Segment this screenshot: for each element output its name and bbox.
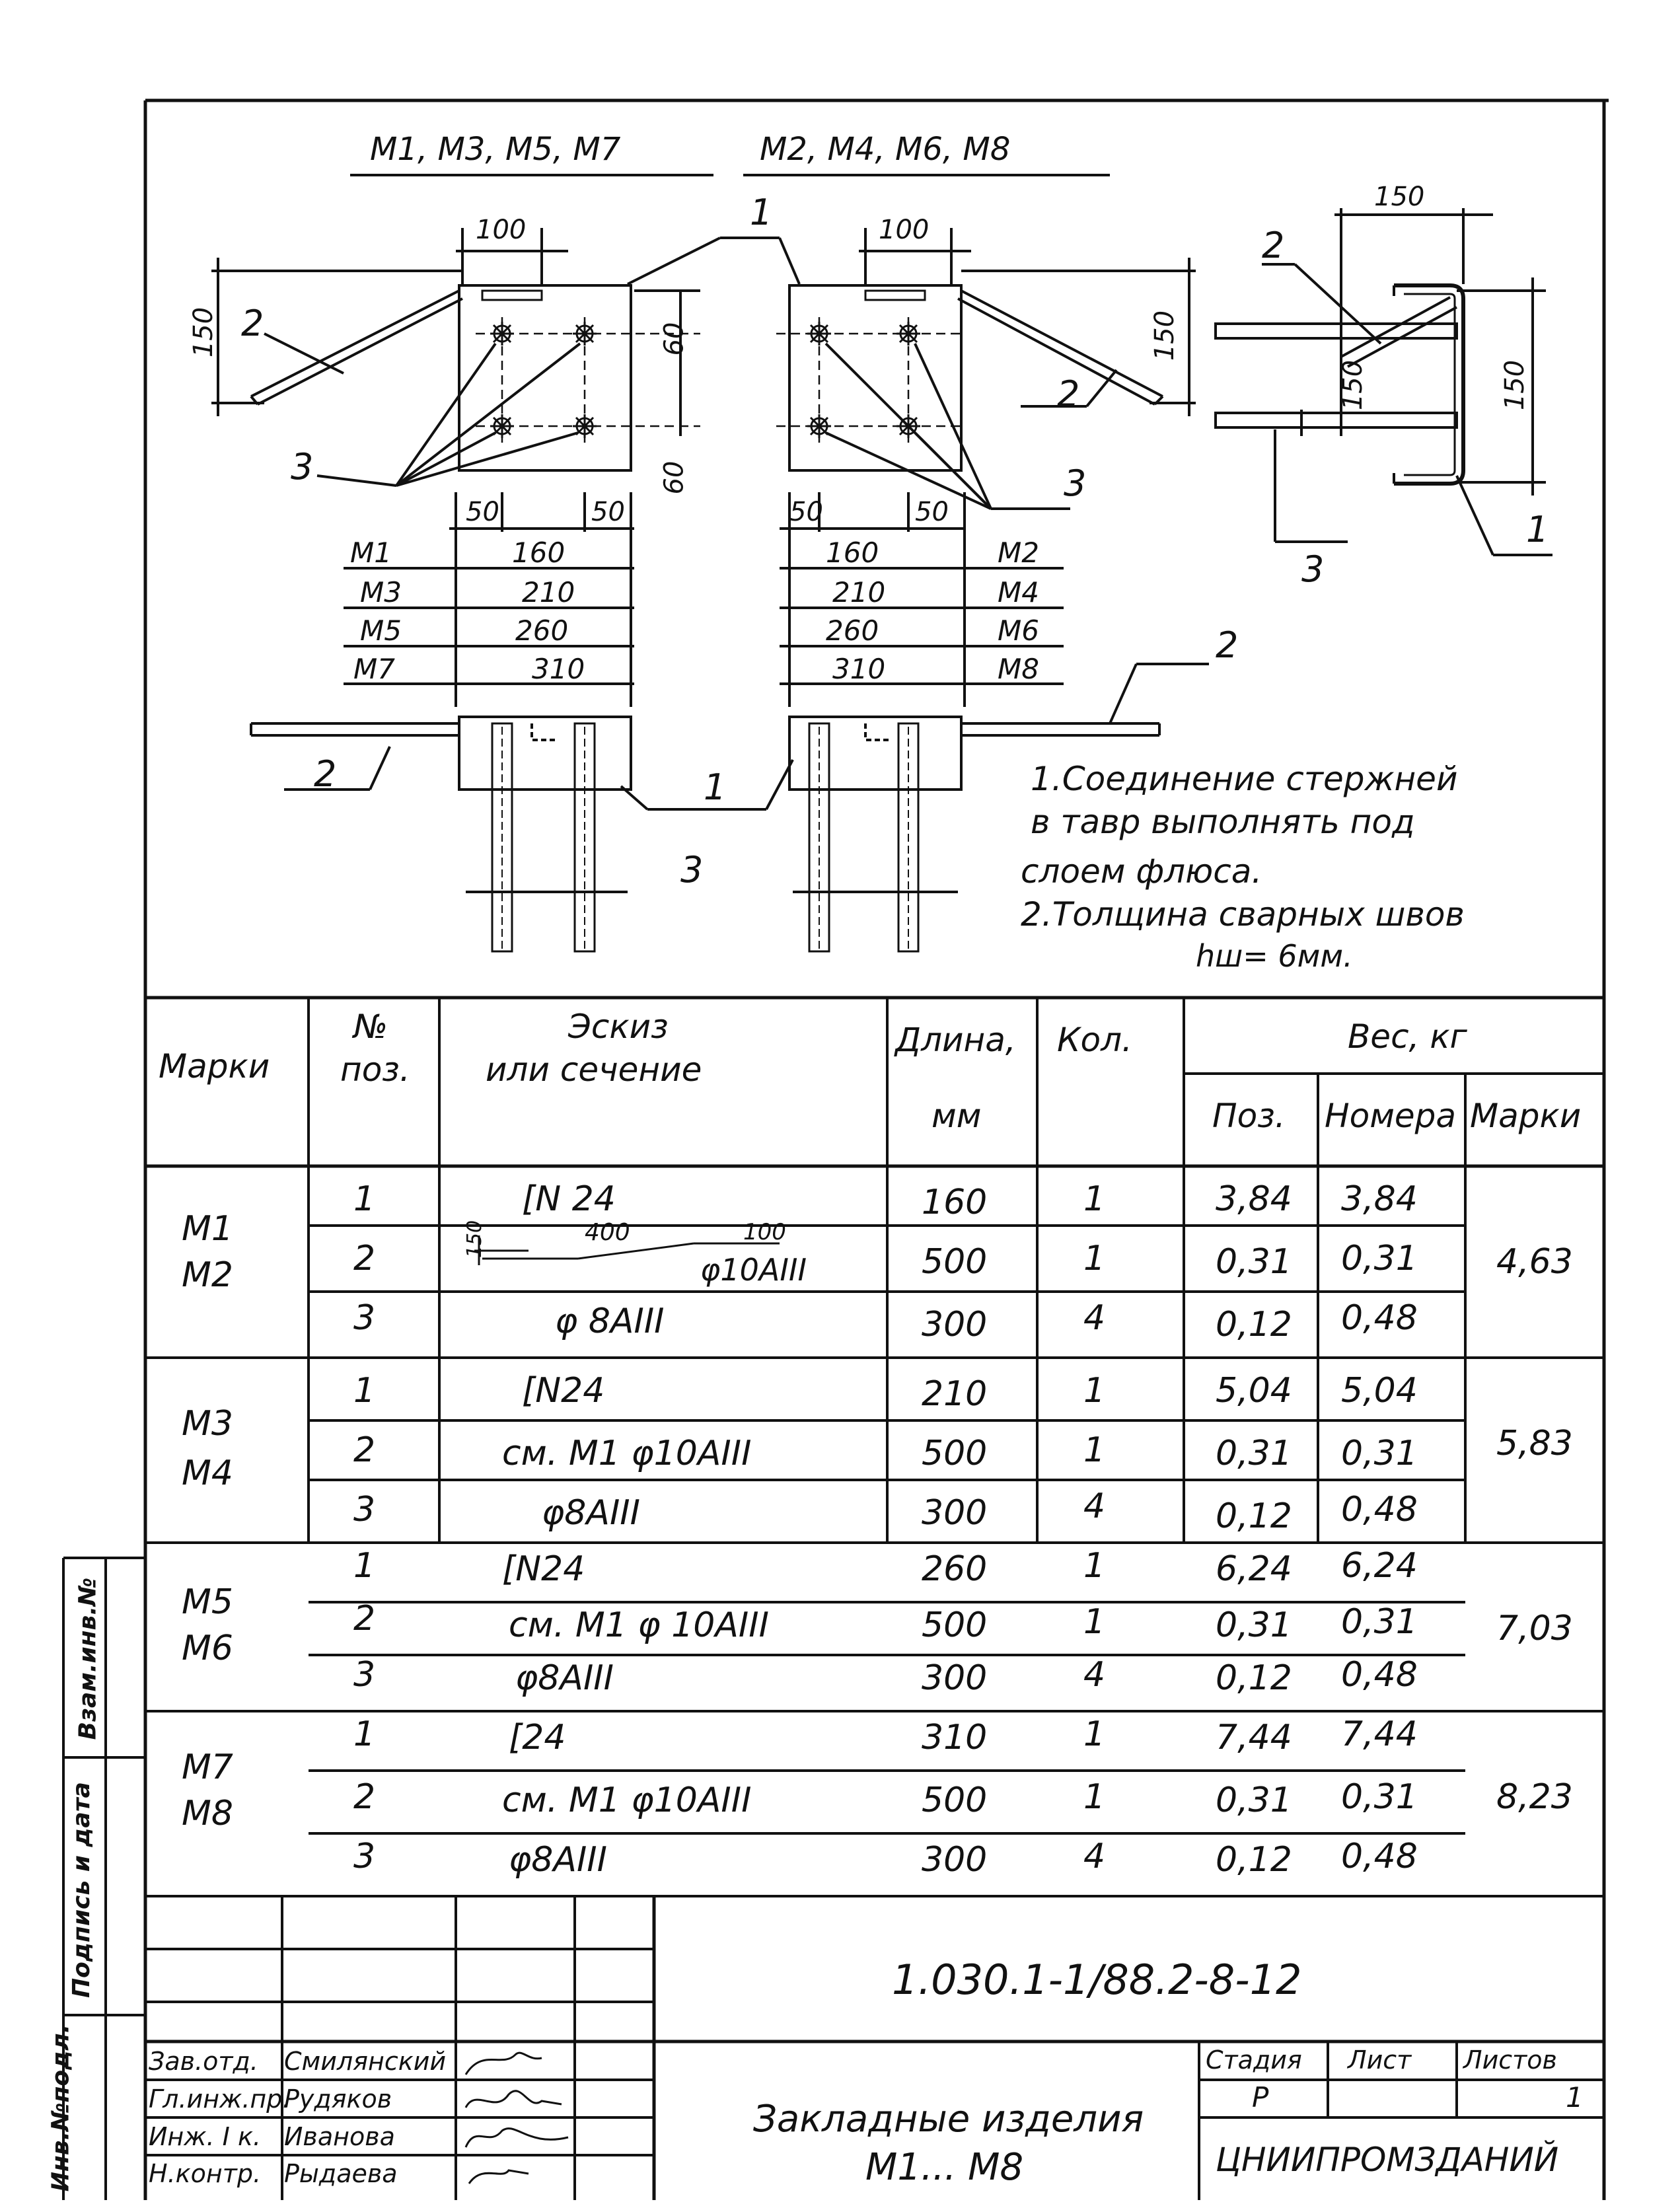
g1r2-length: 500 <box>922 1242 988 1282</box>
g4r3-qty: 4 <box>1083 1837 1106 1876</box>
signer-3-name: Иванова <box>284 2122 395 2151</box>
g1r1-qty: 1 <box>1083 1179 1106 1219</box>
g2r3-sketch: φ8АIII <box>542 1493 640 1533</box>
len-mark-left-3: М5 <box>360 614 402 647</box>
callout-pos3-right: 3 <box>1064 462 1087 504</box>
group2-mark-a: М3 <box>182 1404 233 1444</box>
group3-mark-b: М6 <box>182 1629 233 1668</box>
len-mark-left-1: М1 <box>350 536 392 569</box>
g1r3-length: 300 <box>922 1305 988 1344</box>
g1r1-weight-num: 3,84 <box>1341 1179 1418 1219</box>
g4r1-length: 310 <box>922 1718 988 1757</box>
group1-mark-a: М1 <box>182 1209 233 1249</box>
g1r1-weight-pos: 3,84 <box>1216 1179 1292 1219</box>
group4-mark-weight: 8,23 <box>1496 1777 1573 1817</box>
group3-mark-weight: 7,03 <box>1496 1609 1573 1648</box>
g4r1-qty: 1 <box>1083 1714 1106 1754</box>
col-header-sketch-1: Эскиз <box>568 1008 669 1046</box>
g1r2-weight-pos: 0,31 <box>1216 1242 1292 1282</box>
g4r3-length: 300 <box>922 1840 988 1880</box>
group3-mark-a: М5 <box>182 1582 233 1622</box>
g4r2-weight-pos: 0,31 <box>1216 1781 1292 1820</box>
group2-mark-weight: 5,83 <box>1496 1424 1573 1463</box>
callout-pos2-left: 2 <box>241 303 264 344</box>
g3r3-qty: 4 <box>1083 1655 1106 1695</box>
dim-top-width-left: 100 <box>476 215 527 245</box>
g2r2-pos: 2 <box>353 1430 376 1470</box>
stamp-vzam-inv: Взам.инв.№ <box>74 1577 102 1740</box>
sheet-label: Лист <box>1348 2045 1412 2075</box>
dim-side-h1: 150 <box>1338 359 1369 411</box>
dim-height-right: 150 <box>1150 310 1181 361</box>
g4r1-sketch: [24 <box>509 1718 566 1757</box>
col-header-weight-mark: Марки <box>1470 1097 1582 1135</box>
stamp-inv-podl: Инв.№подл. <box>47 2024 75 2192</box>
col-header-weight-num: Номера <box>1325 1097 1457 1135</box>
g3r1-pos: 1 <box>353 1546 376 1586</box>
g3r3-length: 300 <box>922 1658 988 1698</box>
note-line-3: слоем флюса. <box>1021 852 1262 891</box>
g3r1-weight-pos: 6,24 <box>1216 1549 1292 1589</box>
col-header-pos-no: № <box>353 1008 388 1046</box>
g1r1-pos: 1 <box>353 1179 376 1219</box>
len-mark-right-2: М4 <box>998 576 1039 608</box>
len-value-left-1: 160 <box>512 536 566 569</box>
callout-pos3-left: 3 <box>291 446 314 488</box>
dim-edge-right-a: 50 <box>789 497 823 527</box>
g1r3-qty: 4 <box>1083 1298 1106 1338</box>
g1r3-weight-num: 0,48 <box>1341 1298 1418 1338</box>
g3r2-qty: 1 <box>1083 1602 1106 1642</box>
len-value-right-2: 210 <box>832 576 886 608</box>
organization: ЦНИИПРОМЗДАНИЙ <box>1216 2141 1559 2179</box>
signer-4-role: Н.контр. <box>149 2159 262 2188</box>
stamp-podpis-data: Подпись и дата <box>67 1782 95 1998</box>
group-left-title: М1, М3, М5, М7 <box>370 131 621 168</box>
group1-mark-weight: 4,63 <box>1496 1242 1573 1282</box>
group-right-title: М2, М4, М6, М8 <box>760 131 1011 168</box>
g3r3-sketch: φ8АIII <box>515 1658 614 1698</box>
g3r1-qty: 1 <box>1083 1546 1106 1586</box>
g3r2-pos: 2 <box>353 1599 376 1638</box>
g2r1-length: 210 <box>922 1374 988 1414</box>
g3r2-weight-pos: 0,31 <box>1216 1605 1292 1645</box>
col-header-weight: Вес, кг <box>1348 1017 1467 1056</box>
dim-side-top: 150 <box>1374 182 1425 212</box>
col-header-qty: Кол. <box>1057 1021 1132 1059</box>
col-header-weight-pos: Поз. <box>1212 1097 1286 1135</box>
g1r2-weight-num: 0,31 <box>1341 1239 1418 1278</box>
len-mark-left-4: М7 <box>353 653 395 685</box>
dim-top-width-right: 100 <box>879 215 930 245</box>
g4r2-weight-num: 0,31 <box>1341 1777 1418 1817</box>
g3r3-weight-num: 0,48 <box>1341 1655 1418 1695</box>
g2r2-weight-num: 0,31 <box>1341 1434 1418 1473</box>
g4r1-pos: 1 <box>353 1714 376 1754</box>
len-value-left-2: 210 <box>522 576 575 608</box>
g2r3-pos: 3 <box>353 1490 376 1529</box>
sheets-value: 1 <box>1566 2081 1584 2114</box>
len-mark-right-3: М6 <box>998 614 1039 647</box>
col-header-sketch-2: или сечение <box>486 1050 702 1089</box>
signer-1-name: Смилянский <box>284 2047 447 2076</box>
g1r1-sketch: [N 24 <box>522 1179 616 1219</box>
doc-name-line1: Закладные изделия <box>753 2098 1144 2141</box>
callout-pos3-elev: 3 <box>680 849 704 891</box>
g2r3-weight-pos: 0,12 <box>1216 1496 1292 1536</box>
dim-side-h2: 150 <box>1500 359 1531 411</box>
g4r1-weight-num: 7,44 <box>1341 1714 1418 1754</box>
g3r2-weight-num: 0,31 <box>1341 1602 1418 1642</box>
doc-name-line2: М1... М8 <box>865 2146 1024 2189</box>
g2r3-length: 300 <box>922 1493 988 1533</box>
dim-edge-right-b: 50 <box>915 497 949 527</box>
signer-2-role: Гл.инж.пр. <box>149 2084 291 2114</box>
callout-pos1-elev: 1 <box>704 766 727 808</box>
note-line-4: 2.Толщина сварных швов <box>1021 895 1465 934</box>
signer-1-role: Зав.отд. <box>149 2047 258 2076</box>
callout-pos3-side: 3 <box>1301 548 1325 590</box>
note-line-1: 1.Соединение стержней <box>1031 760 1458 798</box>
g3r1-sketch: [N24 <box>502 1549 585 1589</box>
g3r3-weight-pos: 0,12 <box>1216 1658 1292 1698</box>
len-value-left-3: 260 <box>515 614 569 647</box>
g4r3-weight-num: 0,48 <box>1341 1837 1418 1876</box>
len-value-right-1: 160 <box>826 536 879 569</box>
g2r2-weight-pos: 0,31 <box>1216 1434 1292 1473</box>
col-header-pos-label: поз. <box>340 1050 410 1089</box>
g4r2-sketch: см. М1 φ10АIII <box>502 1781 752 1820</box>
g3r1-length: 260 <box>922 1549 988 1589</box>
dim-pitch-top: 60 <box>659 322 690 356</box>
len-mark-left-2: М3 <box>360 576 402 608</box>
group4-mark-a: М7 <box>182 1748 233 1787</box>
g4r2-qty: 1 <box>1083 1777 1106 1817</box>
callout-pos1-top: 1 <box>750 192 773 233</box>
callout-pos1-side: 1 <box>1526 509 1549 550</box>
signer-4-name: Рыдаева <box>284 2159 398 2188</box>
g3r2-length: 500 <box>922 1605 988 1645</box>
g1r3-sketch: φ 8АIII <box>555 1302 665 1341</box>
g2r1-weight-pos: 5,04 <box>1216 1371 1292 1411</box>
g2r1-qty: 1 <box>1083 1371 1106 1411</box>
stage-label: Стадия <box>1206 2045 1302 2075</box>
g1r2-qty: 1 <box>1083 1239 1106 1278</box>
g4r2-pos: 2 <box>353 1777 376 1817</box>
len-mark-right-1: М2 <box>998 536 1039 569</box>
len-value-right-3: 260 <box>826 614 879 647</box>
g2r2-length: 500 <box>922 1434 988 1473</box>
g3r2-sketch: см. М1 φ 10АIII <box>509 1605 769 1645</box>
signer-2-name: Рудяков <box>284 2084 392 2114</box>
g4r3-weight-pos: 0,12 <box>1216 1840 1292 1880</box>
note-line-2: в тавр выполнять под <box>1031 803 1415 841</box>
g2r2-qty: 1 <box>1083 1430 1106 1470</box>
len-mark-right-4: М8 <box>998 653 1039 685</box>
g1r3-weight-pos: 0,12 <box>1216 1305 1292 1344</box>
g1r2-sketch-dim-100: 100 <box>743 1219 786 1245</box>
callout-pos2-right: 2 <box>1057 373 1080 415</box>
col-header-length-1: Длина, <box>895 1021 1016 1059</box>
g1r1-length: 160 <box>922 1183 988 1222</box>
note-line-5: hш= 6мм. <box>1196 938 1353 974</box>
callout-pos2-side: 2 <box>1262 225 1285 266</box>
g2r1-sketch: [N24 <box>522 1371 605 1411</box>
g2r3-qty: 4 <box>1083 1487 1106 1526</box>
callout-pos2-elev-left: 2 <box>314 753 337 795</box>
col-header-marks: Марки <box>159 1047 270 1086</box>
dim-pitch-bottom: 60 <box>659 460 690 495</box>
g4r3-sketch: φ8АIII <box>509 1840 607 1880</box>
g2r1-weight-num: 5,04 <box>1341 1371 1418 1411</box>
g3r1-weight-num: 6,24 <box>1341 1546 1418 1586</box>
group1-mark-b: М2 <box>182 1255 233 1295</box>
g1r2-sketch-dim-400: 400 <box>585 1219 630 1246</box>
col-header-length-2: мм <box>931 1097 982 1135</box>
len-value-left-4: 310 <box>532 653 585 685</box>
g1r2-pos: 2 <box>353 1239 376 1278</box>
group2-mark-b: М4 <box>182 1454 233 1493</box>
g1r2-sketch-dim-150: 150 <box>463 1220 487 1259</box>
g4r2-length: 500 <box>922 1781 988 1820</box>
stage-value: Р <box>1252 2081 1269 2114</box>
len-value-right-4: 310 <box>832 653 886 685</box>
dim-edge-left-a: 50 <box>466 497 499 527</box>
signer-3-role: Инж. I к. <box>149 2122 261 2151</box>
group4-mark-b: М8 <box>182 1794 233 1833</box>
g3r3-pos: 3 <box>353 1655 376 1695</box>
g2r1-pos: 1 <box>353 1371 376 1411</box>
g4r3-pos: 3 <box>353 1837 376 1876</box>
callout-pos2-elev-right: 2 <box>1216 624 1239 666</box>
g4r1-weight-pos: 7,44 <box>1216 1718 1292 1757</box>
g2r2-sketch: см. М1 φ10АIII <box>502 1434 752 1473</box>
dim-height-left: 150 <box>188 307 219 358</box>
dim-edge-left-b: 50 <box>591 497 625 527</box>
g1r2-sketch: φ10АIII <box>700 1252 807 1288</box>
sheets-label: Листов <box>1463 2045 1557 2075</box>
doc-code: 1.030.1-1/88.2-8-12 <box>892 1956 1302 2004</box>
g1r3-pos: 3 <box>353 1298 376 1338</box>
g2r3-weight-num: 0,48 <box>1341 1490 1418 1529</box>
